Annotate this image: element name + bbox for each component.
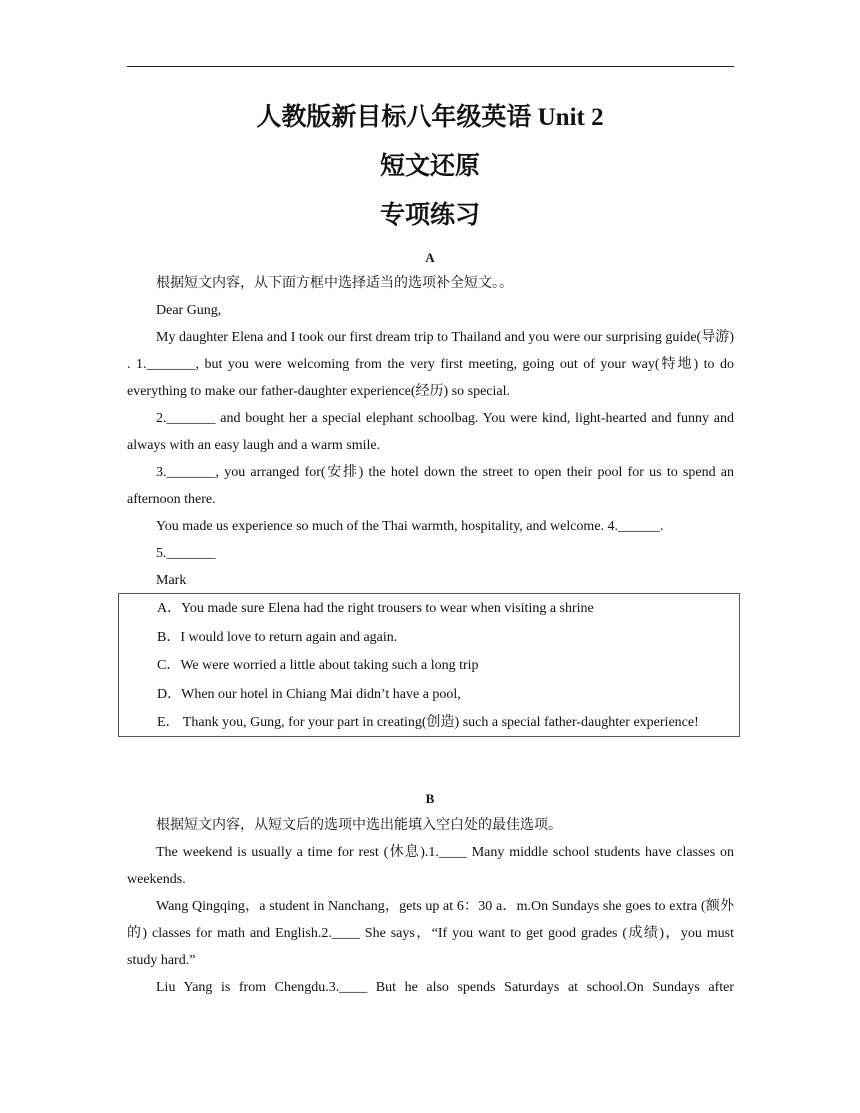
page-title: 人教版新目标八年级英语 Unit 2 bbox=[256, 104, 604, 131]
section-b-text bbox=[127, 812, 734, 1001]
letter-salutation: Dear Gung, bbox=[156, 303, 222, 318]
section-b-label: B bbox=[425, 791, 435, 806]
section-a-label: A bbox=[425, 250, 435, 265]
paragraph: You made us experience so much of the Thai warmth, hospitality, and welcome. 4.______. bbox=[156, 519, 664, 534]
option-a: A．You made sure Elena had the right trousers to wear when visiting a shrine bbox=[157, 601, 594, 616]
option-d: D．When our hotel in Chiang Mai didn’t have a pool, bbox=[157, 686, 461, 702]
page-subtitle-2: 专项练习 bbox=[379, 202, 480, 229]
options-box bbox=[118, 593, 740, 737]
header-rule bbox=[127, 66, 734, 67]
section-a-text bbox=[127, 270, 734, 594]
paragraph: Liu Yang is from Chengdu.3.____ But he also spends Saturdays at school.On Sundays after bbox=[156, 980, 734, 995]
paragraph: Wang Qingqing，a student in Nanchang，gets up at 6：30 a．m.On Sundays she goes to extra (额外的) classes for math and English.2.____ She says，“If you want to get good grades (成绩)，you must study hard.” bbox=[127, 899, 734, 968]
paragraph: 2._______ and bought her a special elephant schoolbag. You were kind, light-hearted and funny and always with an easy laugh and a warm smile. bbox=[127, 411, 734, 453]
paragraph: 3._______, you arranged for(安排) the hotel down the street to open their pool for us to spend an afternoon there. bbox=[127, 465, 734, 507]
section-a-instruction: 根据短文内容，从下面方框中选择适当的选项补全短文。。 bbox=[156, 276, 513, 291]
paragraph: The weekend is usually a time for rest (休息).1.____ Many middle school students have classes on weekends. bbox=[127, 845, 734, 887]
option-c: C．We were worried a little about taking such a long trip bbox=[157, 658, 479, 673]
section-b-instruction: 根据短文内容，从短文后的选项中选出能填入空白处的最佳选项。 bbox=[156, 818, 562, 833]
letter-signature: Mark bbox=[156, 573, 187, 588]
paragraph: 5._______ bbox=[156, 546, 216, 561]
option-b: B．I would love to return again and again. bbox=[157, 629, 398, 645]
paragraph: My daughter Elena and I took our first dream trip to Thailand and you were our surprising guide(导游) . 1._______, but you were welcoming from the very first meeting, going out of your way(特地) to do everything to make our father-daughter experience(经历) so special. bbox=[127, 330, 734, 399]
page-subtitle: 短文还原 bbox=[379, 153, 480, 180]
option-e: E． Thank you, Gung, for your part in creating(创造) such a special father-daughter experience! bbox=[157, 715, 699, 730]
